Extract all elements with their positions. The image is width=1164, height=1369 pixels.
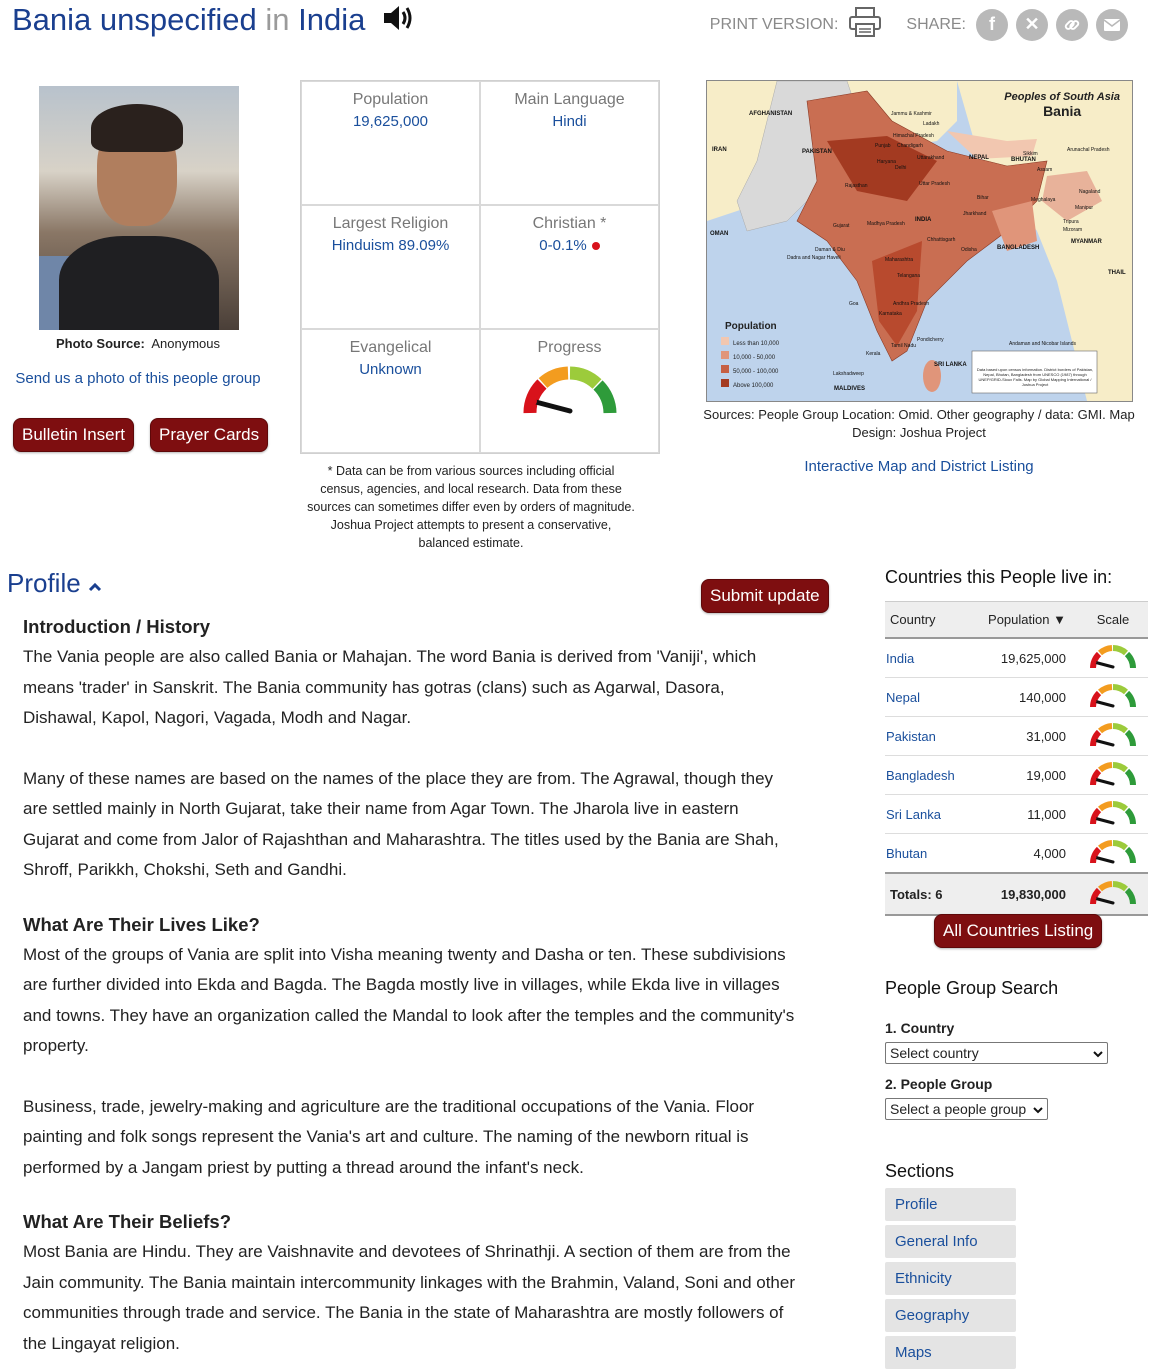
stat-population [301, 81, 480, 205]
table-row [885, 756, 1148, 795]
email-icon[interactable] [1096, 9, 1128, 41]
gauge-icon[interactable] [1078, 678, 1148, 717]
map-label: MALDIVES [834, 386, 866, 392]
map-label: Andhra Pradesh [893, 301, 930, 307]
map-label: Assam [1037, 167, 1053, 173]
map-label: Manipur [1075, 205, 1094, 211]
people-map[interactable] [706, 80, 1133, 402]
profile-heading-text[interactable]: Profile [7, 568, 81, 598]
table-row [885, 834, 1148, 874]
country-label: 1. Country [885, 1020, 955, 1036]
title-country[interactable]: India [298, 2, 366, 37]
prayer-cards-button[interactable]: Prayer Cards [150, 418, 268, 452]
map-label: Chhattisgarh [927, 237, 956, 243]
section-link-general-info[interactable]: General Info [885, 1225, 1016, 1258]
paragraph: Business, trade, jewelry-making and agriculture are the traditional occupations of the Vania. Floor painting and folk songs represent the Vania's art and culture. The naming of the newborn ritual is performed by a Jangam priest by putting a thread around the infant's neck. [23, 1096, 755, 1177]
profile-heading[interactable] [7, 568, 102, 599]
country-population: 19,625,000 [976, 638, 1078, 678]
send-photo-anchor[interactable]: Send us a photo of this people group [15, 370, 261, 387]
paragraph: Many of these names are based on the names of the place they are from. The Agrawal, though they are settled mainly in North Gujarat, take their name from Agar Town. The Jharola live in eastern Gujarat and come from Jalor of Rajashthan and Maharashtra. The titles used by the Bania are Shah, Shroff, Parikkh, Chokshi, Seth and Gandhi. [23, 768, 779, 879]
photo-source-value: Anonymous [151, 336, 220, 351]
map-label: OMAN [710, 231, 729, 237]
stat-value: 19,625,000 [352, 113, 429, 130]
gauge-icon[interactable] [1078, 717, 1148, 756]
page-title [12, 2, 416, 40]
map-label: Tripura [1063, 219, 1079, 225]
gauge-icon[interactable] [1078, 756, 1148, 795]
map-label: Telangana [897, 273, 921, 279]
map-label: Odisha [961, 247, 977, 253]
country-population: 19,000 [976, 756, 1078, 795]
title-in: in [265, 2, 290, 37]
top-actions [710, 6, 1128, 43]
map-sources: Sources: People Group Location: Omid. Other geography / data: GMI. Map Design: Joshua Project [703, 407, 1135, 440]
interactive-map-link[interactable] [696, 458, 1142, 475]
map-footnote: Data based upon census information. District borders of Pakistan, Nepal, Bhutan, Bangladesh from UNESCO (1987) through UNEP/GRID-Sioux Falls. Map by Global Mapping International / Joshua Project [976, 367, 1094, 387]
map-label: Dadra and Nagar Haveli [787, 255, 841, 261]
country-population: 4,000 [976, 834, 1078, 874]
stat-christian [480, 205, 659, 329]
christian-value: 0-0.1% [539, 237, 587, 254]
table-row [885, 795, 1148, 834]
map-label: Chandigarh [897, 143, 923, 149]
col-scale[interactable]: Scale [1078, 602, 1148, 639]
section-heading: What Are Their Lives Like? [23, 913, 260, 935]
gauge-icon[interactable] [1078, 834, 1148, 874]
map-label: BHUTAN [1011, 157, 1036, 163]
map-label: PAKISTAN [802, 149, 832, 155]
map-label: Jharkhand [963, 211, 987, 217]
map-label: Nagaland [1079, 189, 1101, 195]
share-label: SHARE: [906, 15, 966, 33]
map-label: Madhya Pradesh [867, 221, 905, 227]
map-label: SRI LANKA [934, 362, 967, 368]
profile-content [23, 612, 798, 1359]
x-twitter-icon[interactable]: ✕ [1016, 9, 1048, 41]
map-label: Lakshadweep [833, 371, 864, 377]
map-label: IRAN [712, 147, 727, 153]
stat-label: Progress [537, 339, 602, 356]
section-heading: What Are Their Beliefs? [23, 1211, 231, 1232]
map-label: Meghalaya [1031, 197, 1056, 203]
legend-item: 10,000 - 50,000 [733, 355, 776, 361]
map-label: Bihar [977, 195, 989, 201]
interactive-map-anchor[interactable]: Interactive Map and District Listing [804, 458, 1034, 475]
map-label: Rajasthan [845, 183, 868, 189]
map-label: Arunachal Pradesh [1067, 147, 1110, 153]
map-label: Maharashtra [885, 257, 914, 263]
table-row [885, 717, 1148, 756]
map-label: INDIA [915, 217, 932, 223]
map-label: Pondicherry [917, 337, 944, 343]
legend-item: Above 100,000 [733, 383, 774, 389]
map-label: MYANMAR [1071, 239, 1102, 245]
religion-link[interactable]: Hinduism 89.09% [331, 237, 450, 254]
people-group-select[interactable] [885, 1098, 1048, 1120]
map-label: Sikkim [1023, 151, 1038, 157]
map-title-1: Peoples of South Asia [1004, 91, 1120, 103]
stat-label: Population [352, 91, 429, 108]
country-link[interactable]: Pakistan [885, 717, 976, 756]
map-label: Jammu & Kashmir [891, 111, 932, 117]
stats-grid [300, 80, 660, 454]
country-select-value: Select country [890, 1045, 979, 1061]
countries-table [885, 601, 1148, 916]
stat-language [480, 81, 659, 205]
chevron-down-icon [1033, 1101, 1043, 1117]
gauge-icon[interactable] [1078, 795, 1148, 834]
data-note: * Data can be from various sources including official census, agencies, and local research. Data from these sources can sometimes differ even by orders of magnitude. Joshua Project attempts to present a conservative, balanced estimate. [307, 464, 635, 550]
table-row [885, 678, 1148, 717]
map-label: Punjab [875, 143, 891, 149]
map-label: Uttarakhand [917, 155, 945, 161]
legend-item: 50,000 - 100,000 [733, 369, 779, 375]
submit-update-button[interactable]: Submit update [701, 579, 829, 613]
sections-title: Sections [885, 1161, 955, 1181]
photo-source [0, 336, 276, 351]
section-heading: Introduction / History [23, 616, 211, 637]
title-people: Bania unspecified [12, 2, 257, 37]
country-link[interactable]: India [885, 638, 976, 678]
country-link[interactable]: Bangladesh [885, 756, 976, 795]
photo-source-label: Photo Source: [55, 336, 145, 351]
totals-value: 19,830,000 [976, 873, 1078, 915]
country-population: 11,000 [976, 795, 1078, 834]
map-label: Haryana [877, 159, 896, 165]
stat-value [481, 237, 658, 254]
map-label: THAIL [1108, 270, 1126, 276]
country-population: 31,000 [976, 717, 1078, 756]
status-dot-icon [592, 242, 600, 250]
country-link[interactable]: Nepal [885, 678, 976, 717]
paragraph: Most of the groups of Vania are split into Visha meaning twenty and Dasha or ten. These subdivisions are further divided into Ekda and Bagda. The Bagda mostly live in villages, while Ekda live in villages and towns. They have an organization called the Mandal to look after the temples and the community's property. [23, 944, 795, 1055]
paragraph: Most Bania are Hindu. They are Vaishnavite and devotees of Shrinathji. A section of them are from the Jain community. The Bania maintain intercommunity linkages with the Brahmin, Valand, Soni and other communities through trade and service. The Bania in the state of Maharashtra are mostly followers of the Lingayat religion. [23, 1242, 796, 1353]
section-link-ethnicity[interactable]: Ethnicity [885, 1262, 1016, 1295]
map-labels [707, 81, 1132, 401]
chevron-up-icon[interactable] [88, 568, 102, 598]
section-link-maps[interactable]: Maps [885, 1336, 1016, 1369]
totals-label: Totals: 6 [885, 873, 976, 915]
gauge-icon [1078, 873, 1148, 915]
link-icon[interactable] [1056, 9, 1088, 41]
map-label: Mizoram [1063, 227, 1083, 233]
map-label: Himachal Pradesh [893, 133, 934, 139]
stat-label: Evangelical [349, 339, 432, 356]
countries-title: Countries this People live in: [885, 567, 1113, 587]
stat-label: Main Language [514, 91, 625, 108]
stat-label: Largest Religion [332, 215, 449, 232]
print-label: PRINT VERSION: [709, 15, 839, 33]
table-row [885, 638, 1148, 678]
col-country[interactable]: Country [885, 602, 976, 639]
all-countries-button[interactable]: All Countries Listing [934, 914, 1102, 948]
col-population[interactable]: Population ▼ [976, 602, 1078, 639]
search-title: People Group Search [885, 978, 1059, 998]
progress-gauge-icon[interactable] [481, 363, 658, 424]
stat-progress [480, 329, 659, 453]
people-group-label: 2. People Group [885, 1076, 993, 1092]
stat-religion [301, 205, 480, 329]
printer-icon[interactable] [848, 6, 882, 43]
country-link[interactable]: Bhutan [885, 834, 976, 874]
map-label: Uttar Pradesh [919, 181, 950, 187]
language-link[interactable]: Hindi [552, 113, 587, 130]
facebook-icon[interactable]: f [976, 9, 1008, 41]
speaker-icon[interactable] [382, 4, 416, 40]
map-label: Ladakh [923, 121, 940, 127]
bulletin-insert-button[interactable]: Bulletin Insert [13, 418, 134, 452]
chevron-down-icon [1093, 1045, 1103, 1061]
map-label: Daman & Diu [815, 247, 845, 253]
map-label: AFGHANISTAN [749, 111, 793, 117]
people-group-photo [39, 86, 239, 330]
map-label: BANGLADESH [997, 245, 1040, 251]
stat-label: Christian * [532, 215, 607, 232]
country-link[interactable]: Sri Lanka [885, 795, 976, 834]
section-link-geography[interactable]: Geography [885, 1299, 1016, 1332]
stat-value: Unknown [359, 361, 422, 378]
gauge-icon[interactable] [1078, 638, 1148, 678]
legend-item: Less than 10,000 [733, 341, 780, 347]
map-legend-title: Population [725, 321, 777, 332]
section-link-profile[interactable]: Profile [885, 1188, 1016, 1221]
country-select[interactable] [885, 1042, 1108, 1064]
map-label: Tamil Nadu [891, 343, 917, 349]
country-population: 140,000 [976, 678, 1078, 717]
people-select-value: Select a people group [890, 1101, 1027, 1117]
map-label: Kerala [866, 351, 881, 357]
map-label: Goa [849, 301, 859, 307]
map-title-2: Bania [1043, 103, 1082, 119]
map-label: Delhi [895, 165, 907, 171]
map-label: Andaman and Nicobar Islands [1009, 341, 1076, 347]
totals-row [885, 873, 1148, 915]
map-label: Gujarat [833, 223, 850, 229]
paragraph: The Vania people are also called Bania or Mahajan. The word Bania is derived from 'Vaniji', which means 'trader' in Sanskrit. The Bania community has gotras (clans) such as Agarwal, Dasora, Dishawal, Kapol, Nagori, Vagada, Modh and Nagar. [23, 647, 757, 727]
map-label: NEPAL [969, 155, 989, 161]
map-label: Karnataka [879, 311, 902, 317]
stat-evangelical [301, 329, 480, 453]
send-photo-link[interactable] [0, 370, 276, 387]
